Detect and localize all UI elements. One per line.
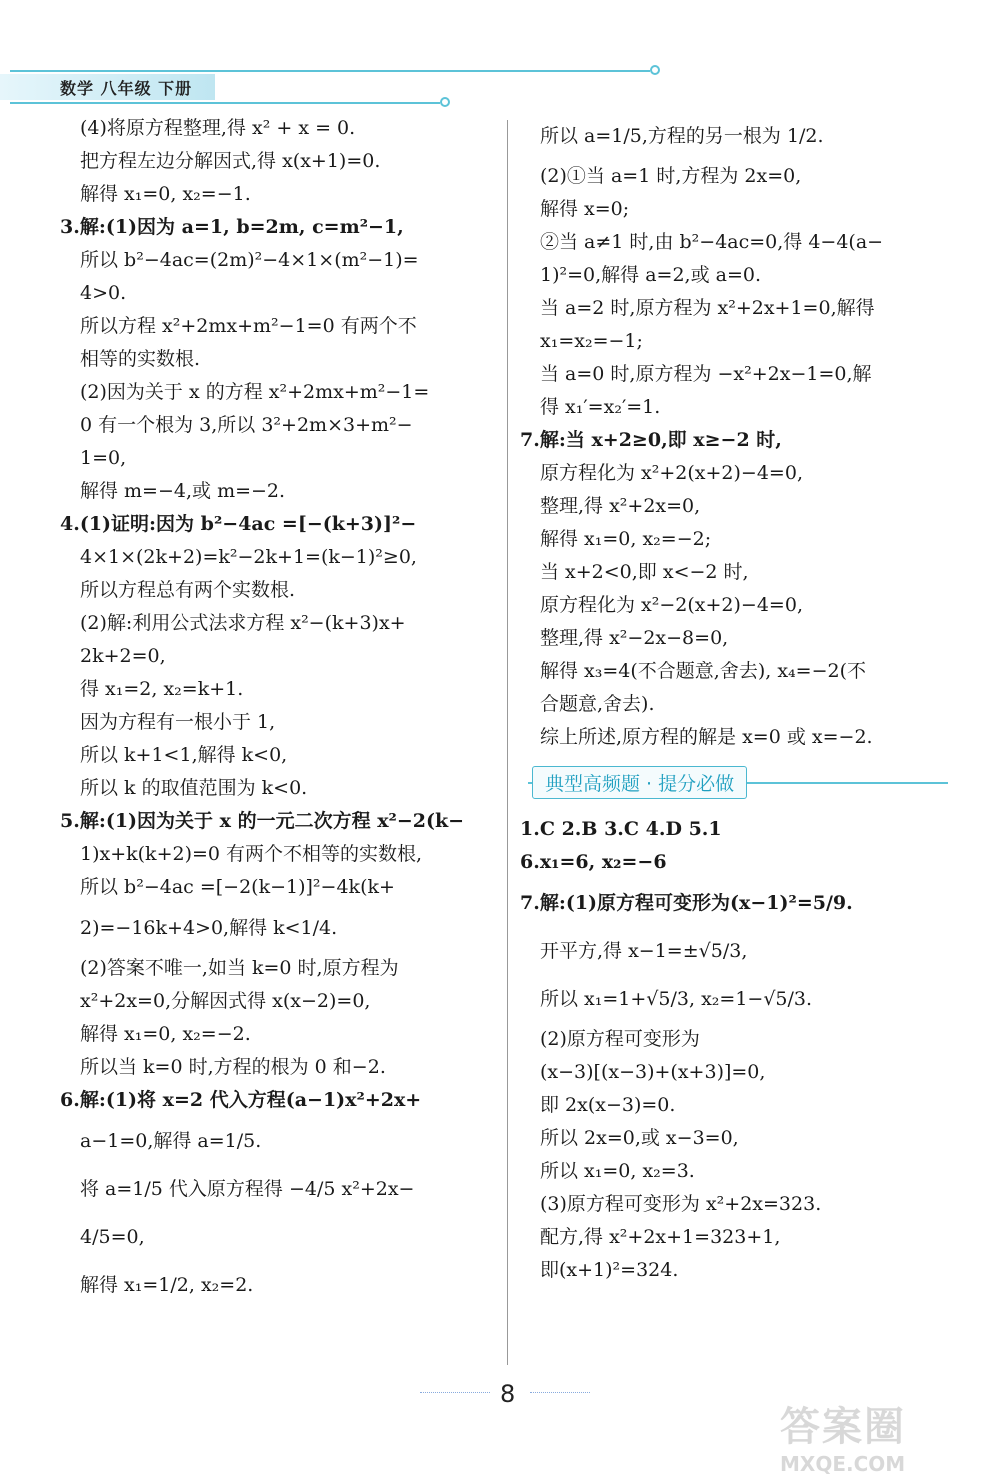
text-line: 所以 x₁=1+√5/3, x₂=1−√5/3.: [540, 988, 813, 1010]
text-line: x₁=x₂=−1;: [540, 330, 643, 352]
text-line: 所以方程 x²+2mx+m²−1=0 有两个不: [80, 315, 417, 337]
text-line: 配方,得 x²+2x+1=323+1,: [540, 1226, 781, 1248]
text-line: 合题意,舍去).: [540, 693, 655, 715]
text-line: (2)答案不唯一,如当 k=0 时,原方程为: [80, 957, 399, 979]
text-line: 6.解:(1)将 x=2 代入方程(a−1)x²+2x+: [60, 1089, 422, 1111]
text-line: 解得 m=−4,或 m=−2.: [80, 480, 286, 502]
text-line: 解得 x₁=0, x₂=−1.: [80, 183, 251, 205]
text-line: 开平方,得 x−1=±√5/3,: [540, 940, 748, 962]
text-line: 解得 x=0;: [540, 198, 630, 220]
text-line: 解得 x₁=0, x₂=−2.: [80, 1023, 251, 1045]
answer-line: 1.C 2.B 3.C 4.D 5.1: [520, 818, 722, 840]
text-line: 所以 k+1<1,解得 k<0,: [80, 744, 288, 766]
text-line: (2)①当 a=1 时,方程为 2x=0,: [540, 165, 802, 187]
running-header: [0, 62, 680, 112]
text-line: ②当 a≠1 时,由 b²−4ac=0,得 4−4(a−: [540, 231, 884, 253]
text-line: (2)因为关于 x 的方程 x²+2mx+m²−1=: [80, 381, 430, 403]
text-line: (2)解:利用公式法求方程 x²−(k+3)x+: [80, 612, 406, 634]
header-dot-icon: [440, 97, 450, 107]
left-column: [60, 112, 495, 1309]
text-line: 4>0.: [80, 282, 127, 304]
text-line: 4.(1)证明:因为 b²−4ac =[−(k+3)]²−: [60, 513, 417, 535]
header-rule-top: [10, 70, 650, 72]
text-line: 当 x+2<0,即 x<−2 时,: [540, 561, 749, 583]
section-label: 典型高频题 · 提分必做: [532, 766, 747, 799]
header-rule-bottom: [10, 102, 440, 104]
text-line: (3)原方程可变形为 x²+2x=323.: [540, 1193, 822, 1215]
right-column: [520, 112, 950, 1287]
text-line: 所以 2x=0,或 x−3=0,: [540, 1127, 739, 1149]
text-line: 因为方程有一根小于 1,: [80, 711, 276, 733]
text-line: 7.解:(1)原方程可变形为(x−1)²=5/9.: [520, 892, 853, 914]
text-line: 得 x₁=2, x₂=k+1.: [80, 678, 244, 700]
text-line: 所以当 k=0 时,方程的根为 0 和−2.: [80, 1056, 386, 1078]
text-line: 所以方程总有两个实数根.: [80, 579, 296, 601]
text-line: 所以 b²−4ac =[−2(k−1)]²−4k(k+: [80, 876, 395, 898]
text-line: 解得 x₃=4(不合题意,舍去), x₄=−2(不: [540, 660, 866, 682]
text-line: 即 2x(x−3)=0.: [540, 1094, 676, 1116]
text-line: 所以 x₁=0, x₂=3.: [540, 1160, 695, 1182]
text-line: (4)将原方程整理,得 x² + x = 0.: [80, 117, 356, 139]
header-dot-icon: [650, 65, 660, 75]
text-line: a−1=0,解得 a=1/5.: [80, 1130, 262, 1152]
answer-line: 6.x₁=6, x₂=−6: [520, 851, 667, 873]
text-line: 1=0,: [80, 447, 127, 469]
text-line: 整理,得 x²+2x=0,: [540, 495, 701, 517]
watermark-logo: [780, 1395, 980, 1476]
text-line: 2k+2=0,: [80, 645, 166, 667]
text-line: 1)x+k(k+2)=0 有两个不相等的实数根,: [80, 843, 423, 865]
book-title: 数学 八年级 下册: [60, 79, 193, 98]
text-line: 即(x+1)²=324.: [540, 1259, 679, 1281]
text-line: 将 a=1/5 代入原方程得 −4/5 x²+2x−: [80, 1178, 415, 1200]
text-line: 5.解:(1)因为关于 x 的一元二次方程 x²−2(k−: [60, 810, 465, 832]
text-line: 得 x₁′=x₂′=1.: [540, 396, 661, 418]
text-line: 2)=−16k+4>0,解得 k<1/4.: [80, 917, 338, 939]
text-line: 当 a=0 时,原方程为 −x²+2x−1=0,解: [540, 363, 872, 385]
text-line: 综上所述,原方程的解是 x=0 或 x=−2.: [540, 726, 873, 748]
text-line: 解得 x₁=0, x₂=−2;: [540, 528, 712, 550]
text-line: 4/5=0,: [80, 1226, 145, 1248]
watermark-url: MXQE.COM: [780, 1452, 906, 1476]
text-line: 当 a=2 时,原方程为 x²+2x+1=0,解得: [540, 297, 875, 319]
text-line: 7.解:当 x+2≥0,即 x≥−2 时,: [520, 429, 782, 451]
footer-ornament: [530, 1392, 590, 1401]
page-number: 8: [500, 1380, 516, 1408]
text-line: 1)²=0,解得 a=2,或 a=0.: [540, 264, 761, 286]
text-line: (2)原方程可变形为: [540, 1028, 700, 1050]
section-header: [520, 754, 950, 813]
text-line: 4×1×(2k+2)=k²−2k+1=(k−1)²≥0,: [80, 546, 417, 568]
watermark-text: 答案圈: [780, 1404, 906, 1450]
column-divider: [507, 120, 508, 1365]
text-line: x²+2x=0,分解因式得 x(x−2)=0,: [80, 990, 371, 1012]
text-line: 整理,得 x²−2x−8=0,: [540, 627, 729, 649]
text-line: 所以 b²−4ac=(2m)²−4×1×(m²−1)=: [80, 249, 419, 271]
text-line: 所以 a=1/5,方程的另一根为 1/2.: [540, 125, 824, 147]
text-line: 0 有一个根为 3,所以 3²+2m×3+m²−: [80, 414, 413, 436]
text-line: 3.解:(1)因为 a=1, b=2m, c=m²−1,: [60, 216, 404, 238]
text-line: 把方程左边分解因式,得 x(x+1)=0.: [80, 150, 381, 172]
text-line: 原方程化为 x²−2(x+2)−4=0,: [540, 594, 803, 616]
text-line: 相等的实数根.: [80, 348, 201, 370]
text-line: (x−3)[(x−3)+(x+3)]=0,: [540, 1061, 766, 1083]
footer-ornament: [420, 1392, 490, 1401]
text-line: 解得 x₁=1/2, x₂=2.: [80, 1274, 254, 1296]
text-line: 所以 k 的取值范围为 k<0.: [80, 777, 308, 799]
text-line: 原方程化为 x²+2(x+2)−4=0,: [540, 462, 803, 484]
